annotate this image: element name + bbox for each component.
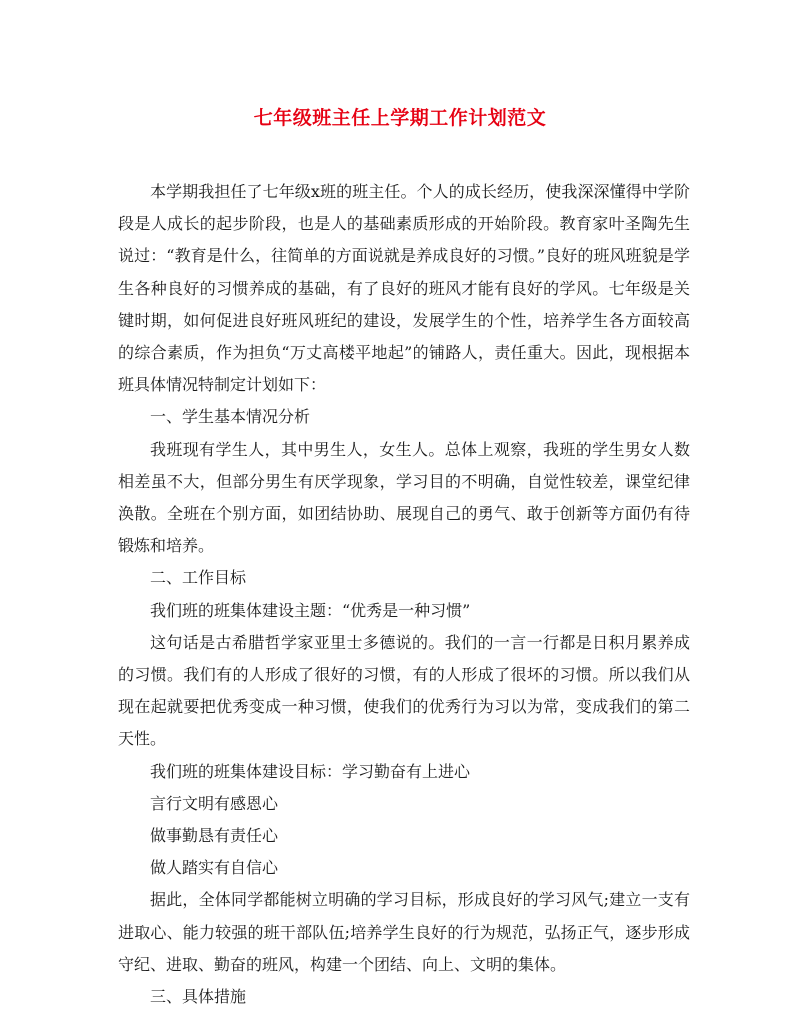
student-analysis-paragraph: 我班现有学生人，其中男生人，女生人。总体上观察，我班的学生男女人数相差虽不大，但部分男生有厌学现象，学习目的不明确，自觉性较差，课堂纪律涣散。全班在个别方面，如团结协助、展现自己的勇气、敢于创新等方面仍有待锻炼和培养。 bbox=[118, 439, 690, 556]
goal-item-responsibility: 做事勤恳有责任心 bbox=[150, 826, 279, 846]
intro-paragraph: 本学期我担任了七年级x班的班主任。个人的成长经历，使我深深懂得中学阶段是人成长的起步阶段，也是人的基础素质形成的开始阶段。教育家叶圣陶先生说过：“教育是什么，往简单的方面说就是养成良好的习惯。”良好的班风班貌是学生各种良好的习惯养成的基础，有了良好的班风才能有良好的学风。七年级是关键时期，如何促进良好班风班纪的建设，发展学生的个性，培养学生各方面较高的综合素质，作为担负“万丈高楼平地起”的铺路人，责任重大。因此，现根据本班具体情况特制定计划如下： bbox=[118, 182, 690, 395]
document-title: 七年级班主任上学期工作计划范文 bbox=[253, 107, 547, 129]
goal-item-confidence: 做人踏实有自信心 bbox=[150, 858, 279, 878]
class-theme-line: 我们班的班集体建设主题：“优秀是一种习惯” bbox=[150, 600, 471, 620]
theme-explanation-paragraph: 这句话是古希腊哲学家亚里士多德说的。我们的一言一行都是日积月累养成的习惯。我们有的人形成了很好的习惯，有的人形成了很坏的习惯。所以我们从现在起就要把优秀变成一种习惯，使我们的优秀行为习以为常，变成我们的第二天性。 bbox=[118, 632, 690, 749]
section-heading-student-analysis: 一、学生基本情况分析 bbox=[150, 407, 311, 427]
section-heading-measures: 三、具体措施 bbox=[150, 987, 247, 1007]
class-goal-line: 我们班的班集体建设目标：学习勤奋有上进心 bbox=[150, 761, 471, 781]
goal-summary-paragraph: 据此，全体同学都能树立明确的学习目标，形成良好的学习风气;建立一支有进取心、能力较强的班干部队伍;培养学生良好的行为规范，弘扬正气，逐步形成守纪、进取、勤奋的班风，构建一个团结、向上、文明的集体。 bbox=[118, 890, 690, 974]
section-heading-work-goals: 二、工作目标 bbox=[150, 568, 247, 588]
goal-item-gratitude: 言行文明有感恩心 bbox=[150, 793, 279, 813]
document-body bbox=[118, 176, 690, 1013]
